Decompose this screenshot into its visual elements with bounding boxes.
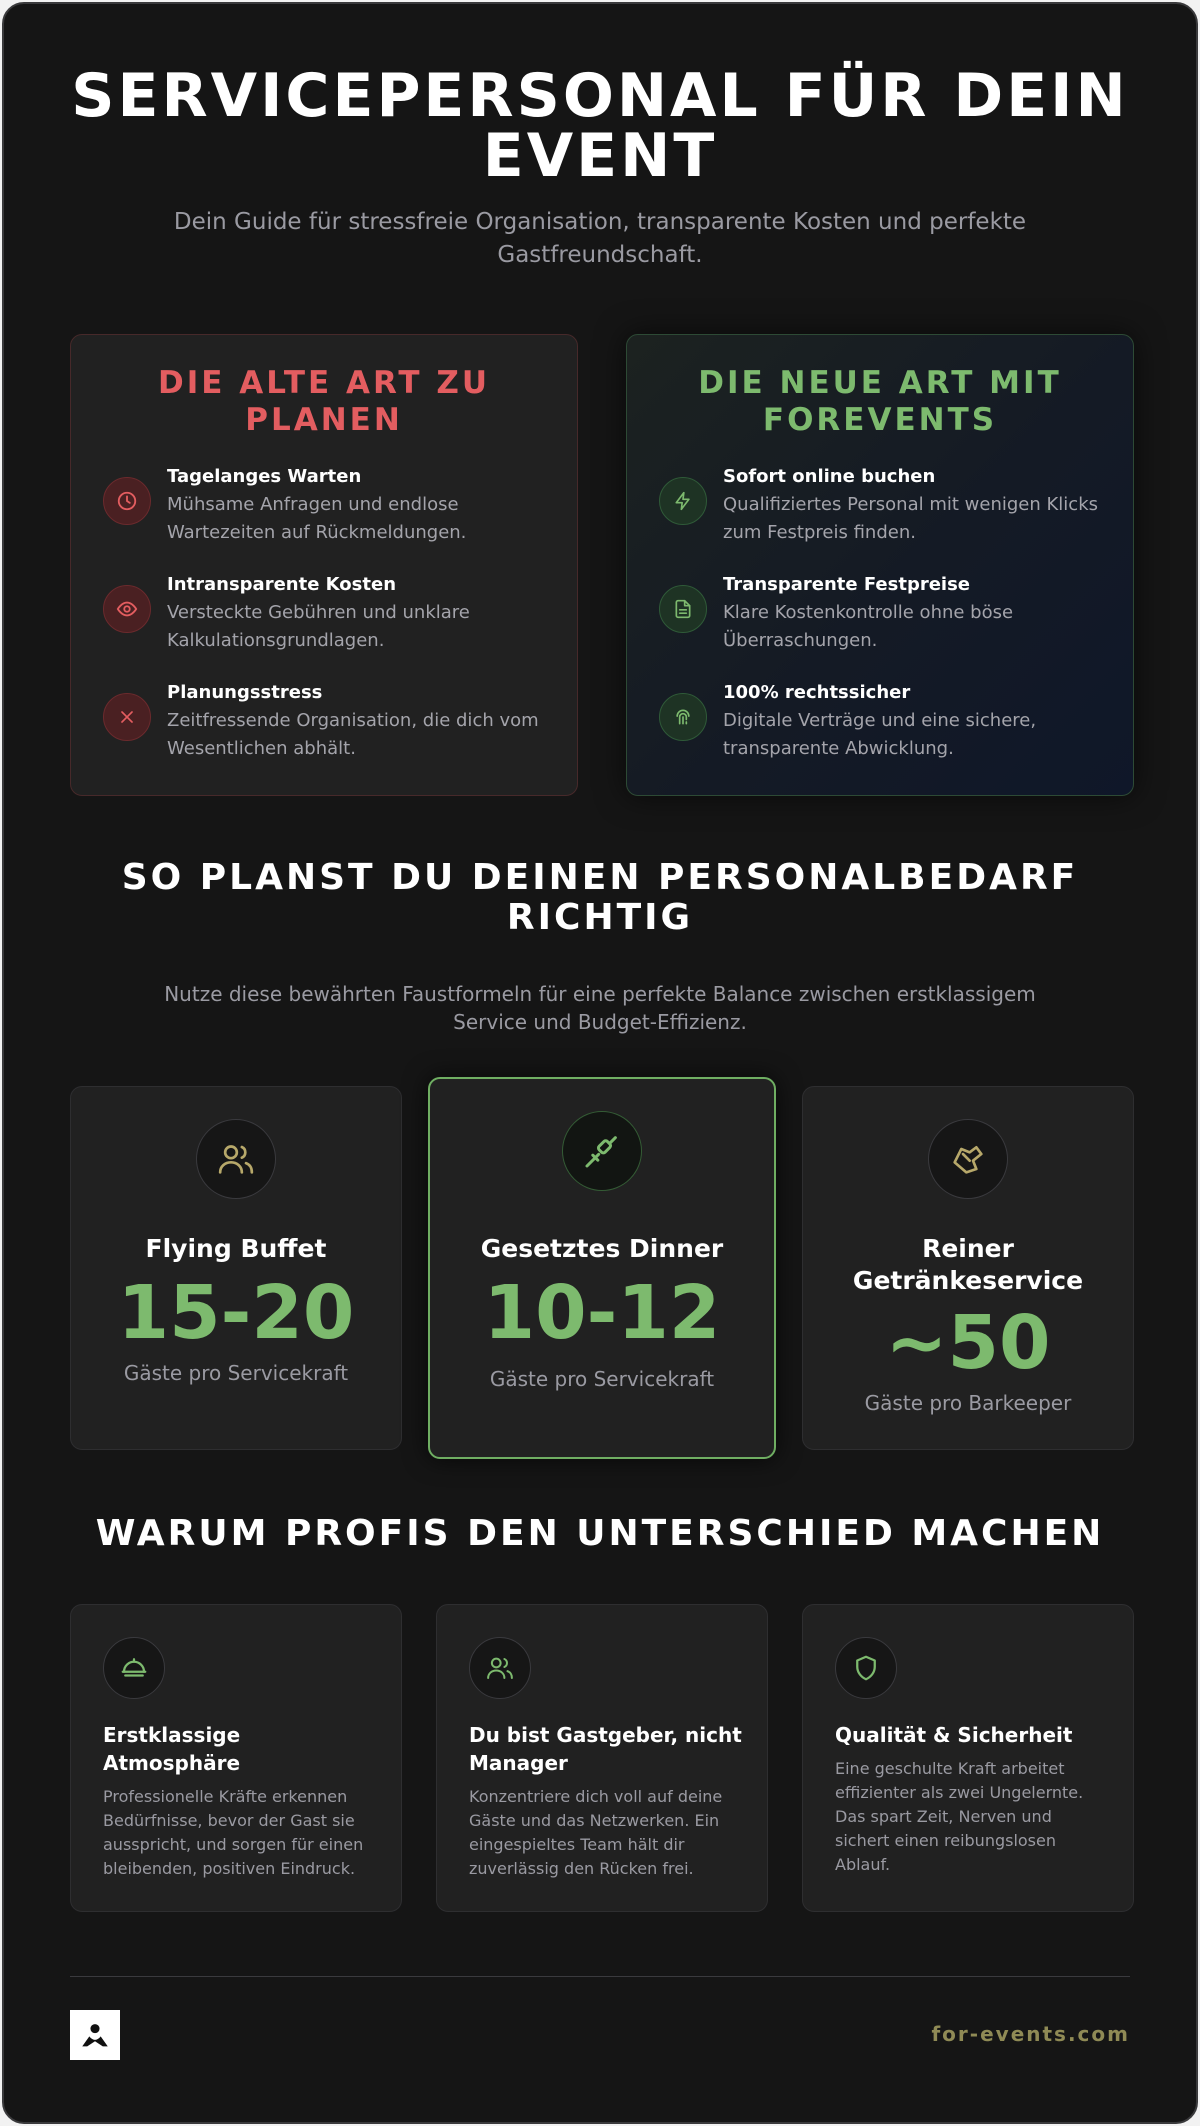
clock-icon xyxy=(103,477,151,525)
why-card-desc: Eine geschulte Kraft arbeitet effizienter als zwei Ungelernte. Das spart Zeit, Nerven und sichert einen reibungslosen Ablauf. xyxy=(835,1759,1084,1874)
why-title: WARUM PROFIS DEN UNTERSCHIED MACHEN xyxy=(95,1513,1105,1554)
new-way-item-desc: Klare Kostenkontrolle ohne böse Überraschungen. xyxy=(723,602,1014,651)
ratio-card-title: Flying Buffet xyxy=(145,1234,327,1263)
old-way-item-desc: Mühsame Anfragen und endlose Wartezeiten auf Rückmeldungen. xyxy=(167,494,467,543)
why-card-host xyxy=(436,1604,768,1912)
shield-icon xyxy=(835,1637,897,1699)
new-way-title: DIE NEUE ART MIT FOREVENTS xyxy=(698,365,1062,438)
new-way-card xyxy=(626,334,1134,796)
new-way-item-title: Transparente Festpreise xyxy=(723,574,971,595)
hand-icon xyxy=(928,1119,1008,1199)
old-way-title: DIE ALTE ART ZU PLANEN xyxy=(157,365,491,438)
ratio-card-title: Reiner Getränkeservice xyxy=(852,1234,1084,1295)
page-title: SERVICEPERSONAL FÜR DEIN EVENT xyxy=(71,61,1129,191)
ratio-card-label: Gäste pro Servicekraft xyxy=(489,1367,715,1391)
users-icon xyxy=(469,1637,531,1699)
planning-subtitle: Nutze diese bewährten Faustformeln für eine perfekte Balance zwischen erstklassigem Service und Budget-Effizienz. xyxy=(164,982,1036,1034)
why-card-quality xyxy=(802,1604,1134,1912)
forevents-logo-icon[interactable] xyxy=(70,2010,120,2060)
infographic xyxy=(2,2,1198,2124)
old-way-item-title: Tagelanges Warten xyxy=(167,466,362,487)
new-way-item-title: Sofort online buchen xyxy=(723,466,936,487)
why-card-atmosphere xyxy=(70,1604,402,1912)
old-way-item-title: Intransparente Kosten xyxy=(167,574,397,595)
why-card-title: Qualität & Sicherheit xyxy=(835,1723,1073,1747)
ratio-card-value: 10-12 xyxy=(483,1270,721,1356)
ratio-card-flying-buffet xyxy=(70,1086,402,1450)
ratio-card-label: Gäste pro Barkeeper xyxy=(864,1391,1072,1415)
new-way-item-desc: Digitale Verträge und eine sichere, transparente Abwicklung. xyxy=(723,710,1037,759)
ratio-card-gesetztes-dinner xyxy=(428,1077,776,1459)
website-link[interactable]: for-events.com xyxy=(931,2022,1130,2046)
x-icon xyxy=(103,693,151,741)
new-way-item-desc: Qualifiziertes Personal mit wenigen Klicks zum Festpreis finden. xyxy=(723,494,1098,543)
eye-icon xyxy=(103,585,151,633)
ratio-card-value: ~50 xyxy=(885,1300,1051,1386)
ratio-card-label: Gäste pro Servicekraft xyxy=(123,1361,349,1385)
old-way-item-title: Planungsstress xyxy=(167,682,323,703)
skewer-icon xyxy=(562,1111,642,1191)
why-card-title: Du bist Gastgeber, nicht Manager xyxy=(469,1723,742,1775)
page-subtitle: Dein Guide für stressfreie Organisation, transparente Kosten und perfekte Gastfreundschaft. xyxy=(173,209,1027,268)
old-way-item-desc: Versteckte Gebühren und unklare Kalkulationsgrundlagen. xyxy=(167,602,470,651)
ratio-card-title: Gesetztes Dinner xyxy=(480,1234,724,1263)
ratio-card-getraenkeservice xyxy=(802,1086,1134,1450)
new-way-item-title: 100% rechtssicher xyxy=(723,682,911,703)
why-card-title: Erstklassige Atmosphäre xyxy=(103,1723,241,1775)
fingerprint-icon xyxy=(659,693,707,741)
users-icon xyxy=(196,1119,276,1199)
document-icon xyxy=(659,585,707,633)
why-card-desc: Konzentriere dich voll auf deine Gäste und das Netzwerken. Ein eingespieltes Team hält dir zuverlässig den Rücken frei. xyxy=(469,1787,723,1878)
old-way-card xyxy=(70,334,578,796)
why-card-desc: Professionelle Kräfte erkennen Bedürfnisse, bevor der Gast sie ausspricht, und sorgen für einen bleibenden, positiven Eindruck. xyxy=(103,1787,364,1878)
ratio-card-value: 15-20 xyxy=(117,1270,355,1356)
old-way-item-desc: Zeitfressende Organisation, die dich vom Wesentlichen abhält. xyxy=(167,710,539,759)
cloche-icon xyxy=(103,1637,165,1699)
planning-title: SO PLANST DU DEINEN PERSONALBEDARF RICHTIG xyxy=(121,857,1079,938)
footer-divider xyxy=(70,1976,1130,1977)
lightning-icon xyxy=(659,477,707,525)
